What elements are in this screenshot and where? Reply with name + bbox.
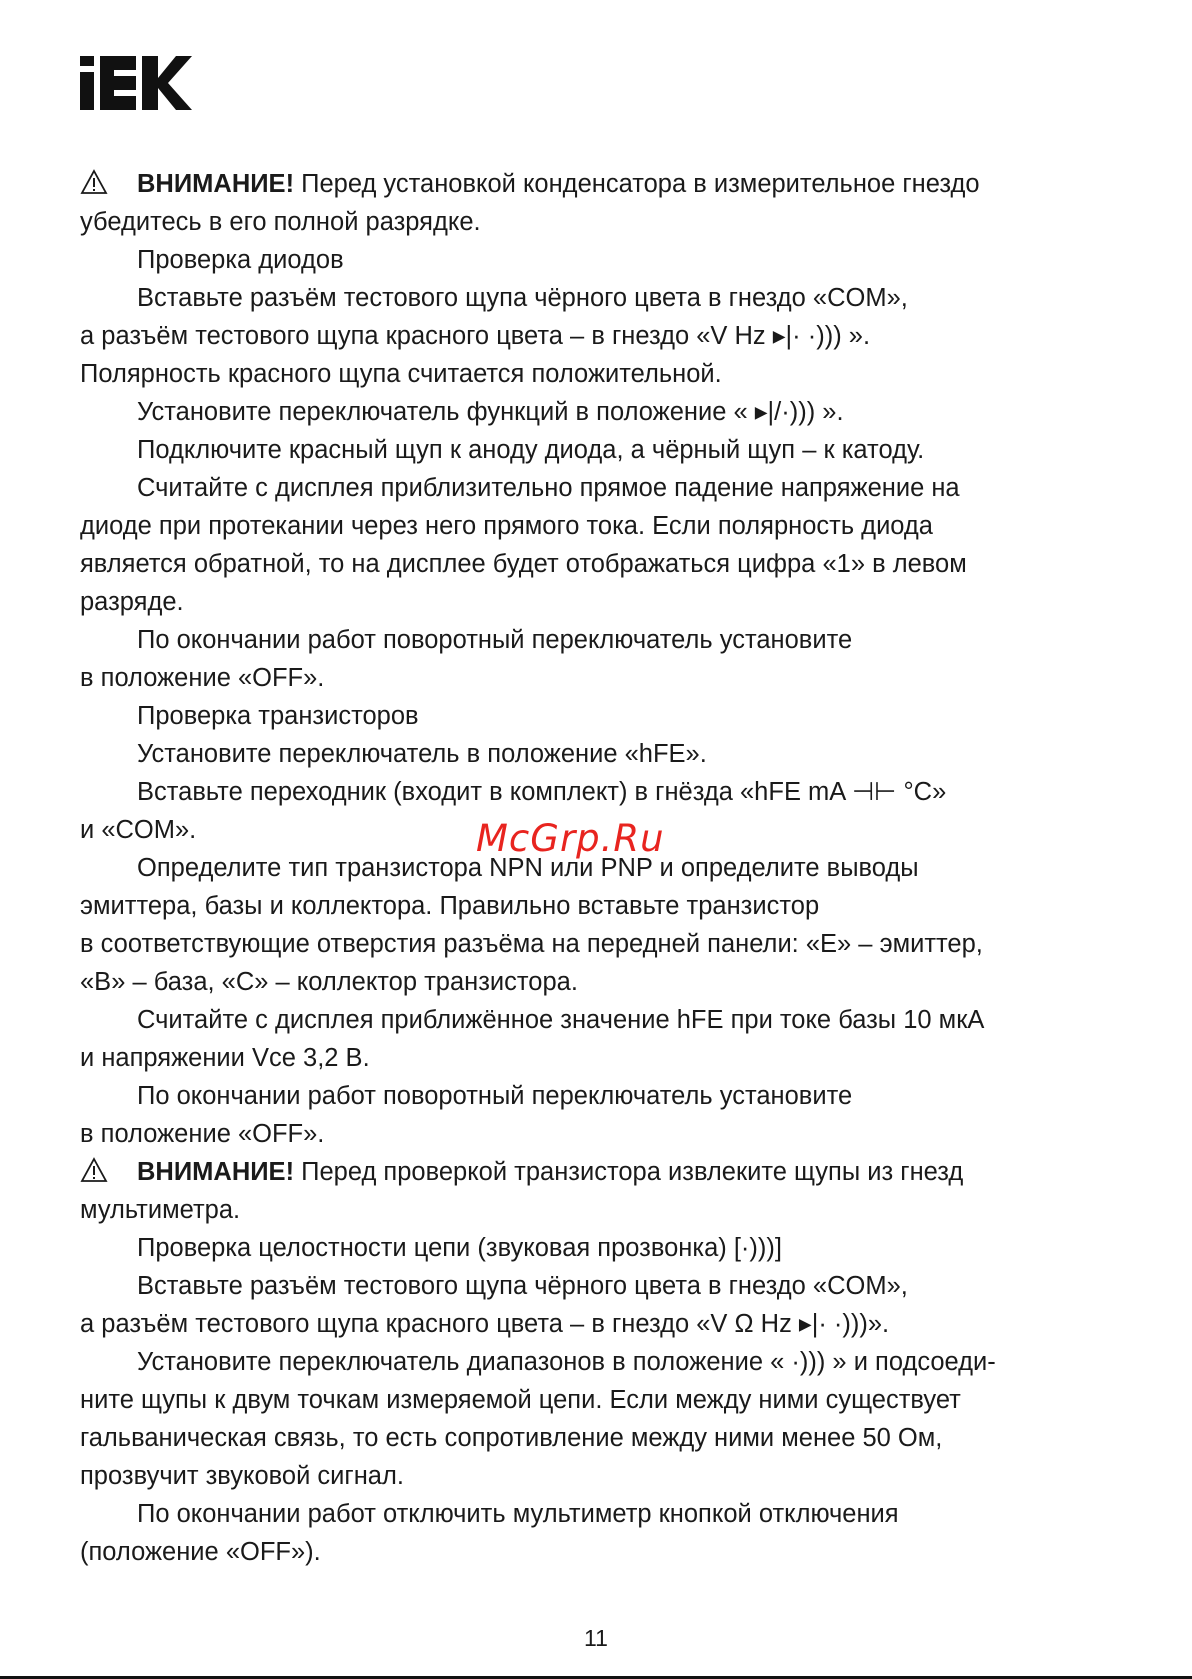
paragraph-line	[80, 773, 1130, 811]
paragraph-line	[80, 963, 1130, 1001]
line-text: Установите переключатель диапазонов в положение « ·))) » и подсоеди-	[137, 1348, 996, 1376]
line-text: (положение «OFF»).	[80, 1538, 321, 1566]
line-text: убедитесь в его полной разрядке.	[80, 208, 481, 236]
line-text: Проверка диодов	[137, 246, 344, 274]
paragraph-line	[80, 507, 1130, 545]
watermark: McGrp.Ru	[476, 817, 665, 860]
iek-logo	[80, 56, 192, 110]
paragraph-line	[80, 659, 1130, 697]
line-text: ните щупы к двум точкам измеряемой цепи. Если между ними существует	[80, 1386, 961, 1414]
line-text: Перед проверкой транзистора извлеките щупы из гнезд	[294, 1158, 964, 1186]
paragraph-line	[80, 1077, 1130, 1115]
line-text: в положение «OFF».	[80, 664, 325, 692]
line-text: разряде.	[80, 588, 184, 616]
paragraph-line	[80, 1343, 1130, 1381]
line-text: Считайте с дисплея приблизительно прямое падение напряжение на	[137, 474, 960, 502]
document-body	[80, 165, 1130, 1571]
paragraph-line	[80, 1419, 1130, 1457]
line-text: Проверка целостности цепи (звуковая прозвонка) [·)))]	[137, 1234, 782, 1262]
paragraph-line	[80, 1001, 1130, 1039]
paragraph-line	[80, 431, 1130, 469]
paragraph-line	[80, 317, 1130, 355]
line-text: Полярность красного щупа считается положительной.	[80, 360, 722, 388]
paragraph-line	[80, 735, 1130, 773]
line-text: «B» – база, «C» – коллектор транзистора.	[80, 968, 578, 996]
paragraph-line	[80, 469, 1130, 507]
line-text: Перед установкой конденсатора в измерительное гнездо	[294, 170, 980, 198]
line-text: диоде при протекании через него прямого тока. Если полярность диода	[80, 512, 933, 540]
line-text: а разъём тестового щупа красного цвета – в гнездо «V Hz ▸|· ·))) ».	[80, 322, 871, 350]
paragraph-line	[80, 1495, 1130, 1533]
paragraph-line	[80, 1153, 1130, 1191]
warning-label: ВНИМАНИЕ!	[137, 1158, 295, 1186]
line-text: Установите переключатель функций в положение « ▸|/·))) ».	[137, 398, 844, 426]
line-text: Вставьте разъём тестового щупа чёрного цвета в гнездо «COM»,	[137, 1272, 908, 1300]
line-text: прозвучит звуковой сигнал.	[80, 1462, 404, 1490]
line-text: Вставьте разъём тестового щупа чёрного цвета в гнездо «COM»,	[137, 284, 908, 312]
iek-logo-icon	[80, 56, 192, 110]
paragraph-line	[80, 1381, 1130, 1419]
paragraph-line	[80, 165, 1130, 203]
paragraph-line	[80, 279, 1130, 317]
line-text: мультиметра.	[80, 1196, 241, 1224]
paragraph-line	[80, 1267, 1130, 1305]
line-text: Считайте с дисплея приближённое значение hFE при токе базы 10 мкА	[137, 1006, 985, 1034]
line-text: является обратной, то на дисплее будет отображаться цифра «1» в левом	[80, 550, 967, 578]
line-text: и «COM».	[80, 816, 197, 844]
paragraph-line	[80, 621, 1130, 659]
line-text: По окончании работ отключить мультиметр кнопкой отключения	[137, 1500, 899, 1528]
paragraph-line	[80, 583, 1130, 621]
paragraph-line	[80, 1039, 1130, 1077]
paragraph-line	[80, 697, 1130, 735]
line-text: в соответствующие отверстия разъёма на передней панели: «E» – эмиттер,	[80, 930, 983, 958]
page-number: 11	[584, 1625, 608, 1651]
line-text: Вставьте переходник (входит в комплект) в гнёзда «hFE mA ⊣⊢ °C»	[137, 778, 947, 806]
paragraph-line	[80, 241, 1130, 279]
paragraph-line	[80, 1305, 1130, 1343]
line-text: в положение «OFF».	[80, 1120, 325, 1148]
paragraph-line	[80, 203, 1130, 241]
paragraph-line	[80, 1457, 1130, 1495]
line-text: Подключите красный щуп к аноду диода, а чёрный щуп – к катоду.	[137, 436, 925, 464]
paragraph-line	[80, 1533, 1130, 1571]
line-text: Проверка транзисторов	[137, 702, 419, 730]
paragraph-line	[80, 393, 1130, 431]
paragraph-line	[80, 1115, 1130, 1153]
line-text: Установите переключатель в положение «hFE».	[137, 740, 707, 768]
paragraph-line	[80, 545, 1130, 583]
line-text: и напряжении Vce 3,2 В.	[80, 1044, 370, 1072]
paragraph-line	[80, 925, 1130, 963]
paragraph-line	[80, 1229, 1130, 1267]
line-text: эмиттера, базы и коллектора. Правильно вставьте транзистор	[80, 892, 820, 920]
warning-label: ВНИМАНИЕ!	[137, 170, 295, 198]
line-text: По окончании работ поворотный переключатель установите	[137, 626, 853, 654]
line-text: гальваническая связь, то есть сопротивление между ними менее 50 Ом,	[80, 1424, 943, 1452]
paragraph-line	[80, 355, 1130, 393]
line-text: По окончании работ поворотный переключатель установите	[137, 1082, 853, 1110]
paragraph-line	[80, 1191, 1130, 1229]
warning-triangle-icon	[80, 165, 137, 203]
paragraph-line	[80, 887, 1130, 925]
line-text: а разъём тестового щупа красного цвета – в гнездо «V Ω Hz ▸|· ·)))».	[80, 1310, 890, 1338]
line-text: Определите тип транзистора NPN или PNP и определите выводы	[137, 854, 919, 882]
warning-triangle-icon	[80, 1153, 137, 1191]
